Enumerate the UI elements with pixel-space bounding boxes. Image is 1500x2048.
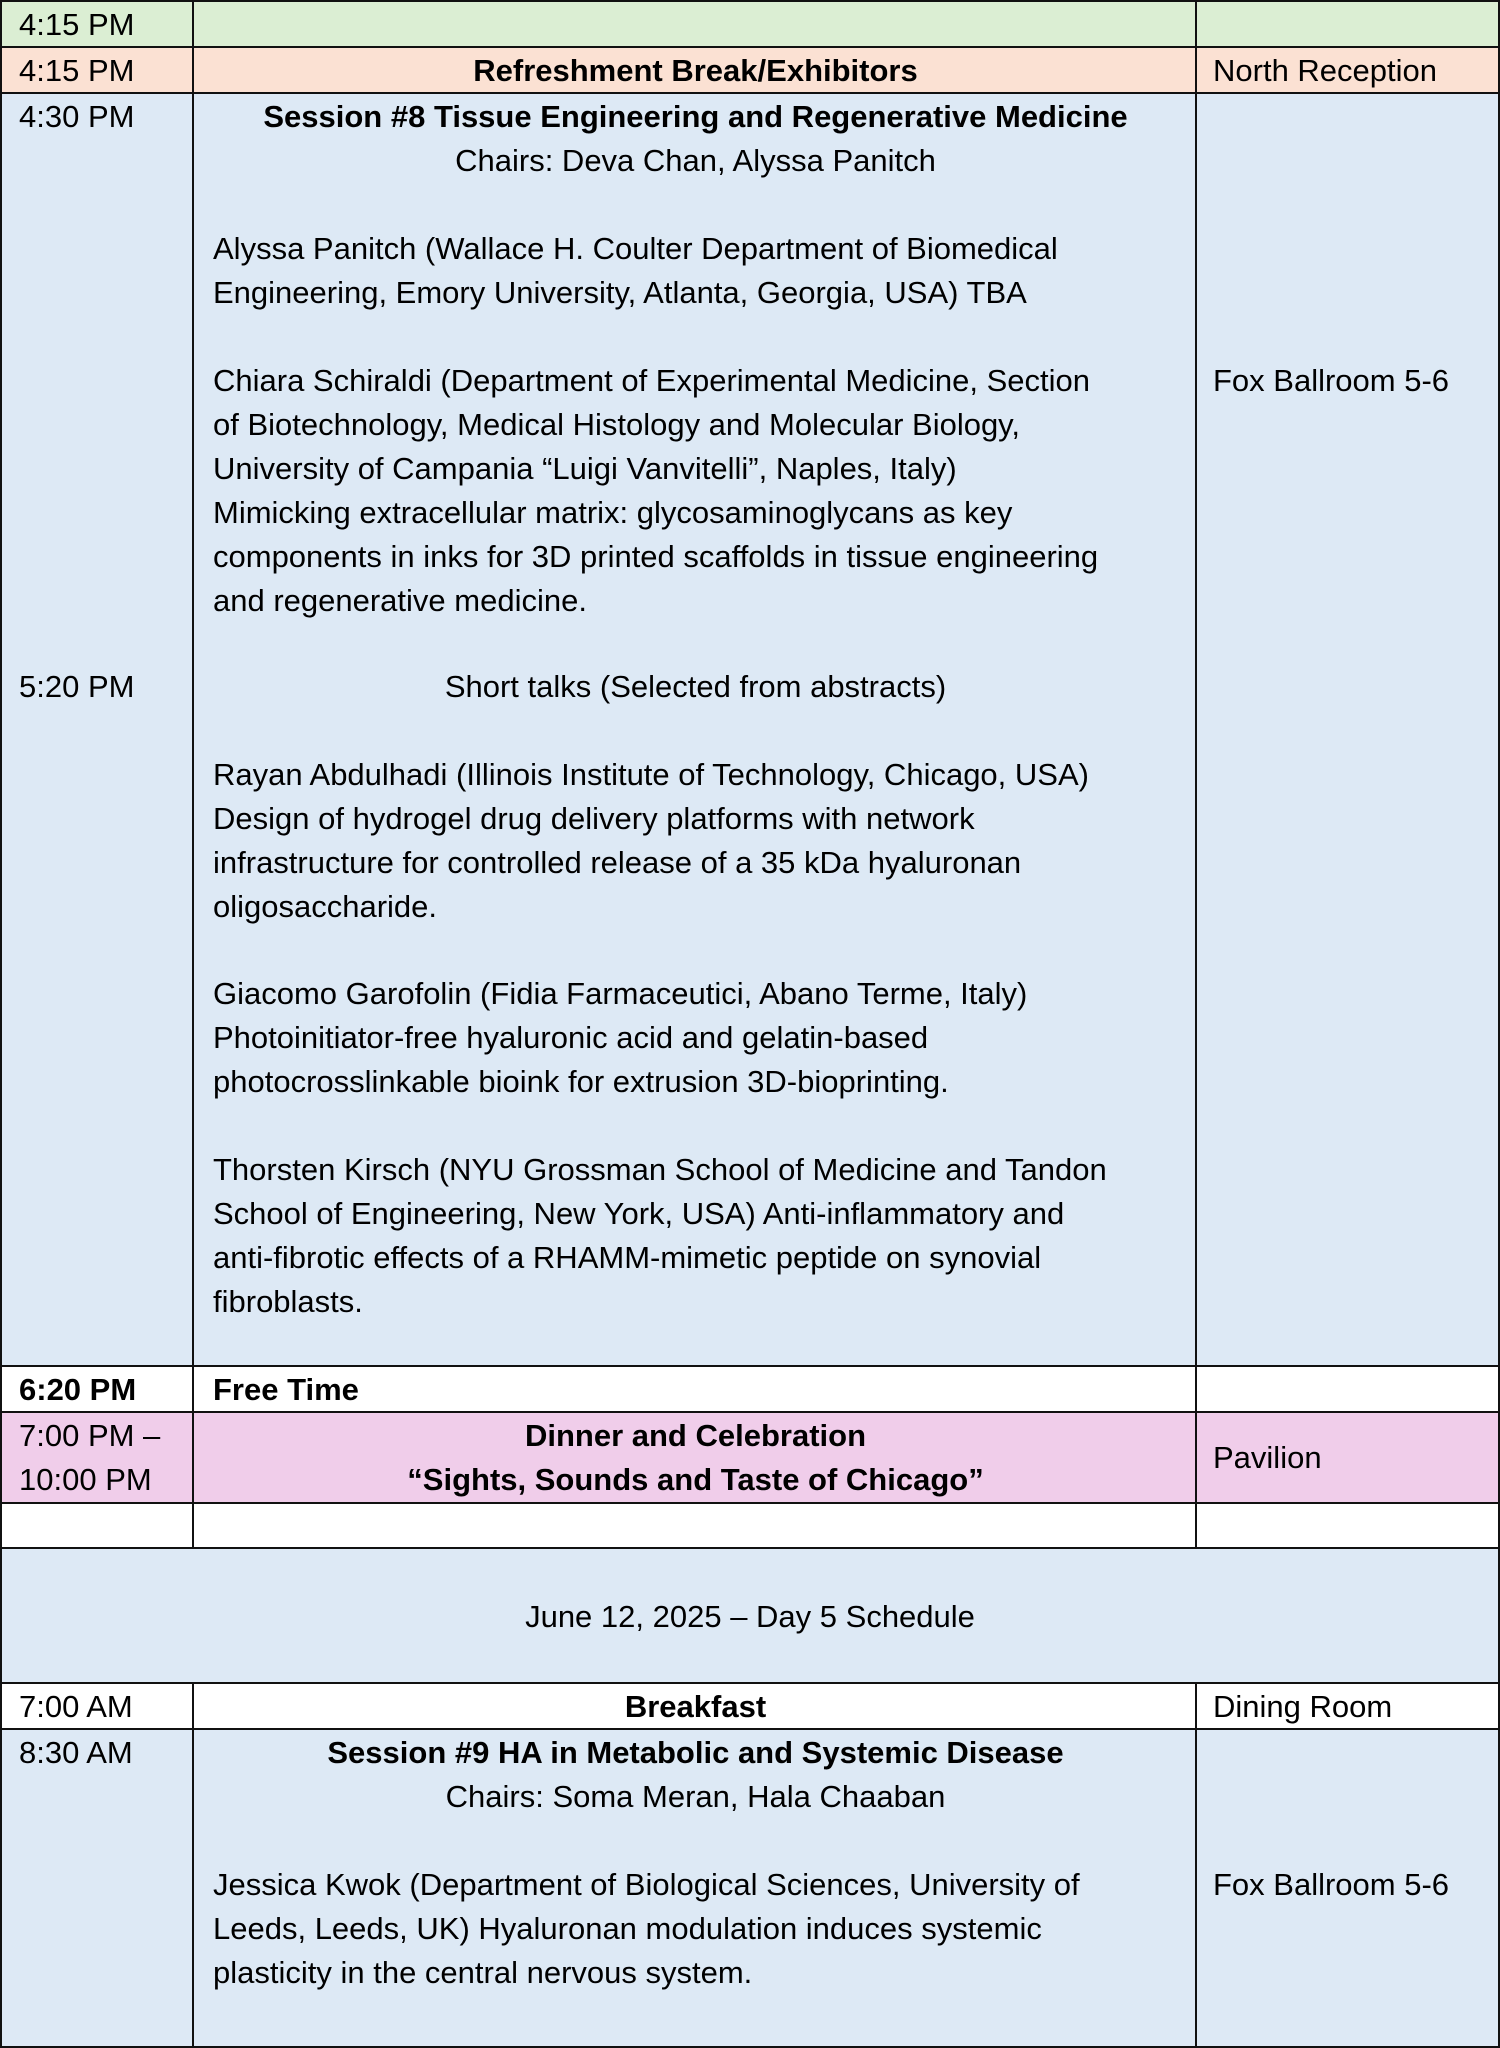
table-row xyxy=(0,0,1500,48)
table-row xyxy=(0,1365,1500,1413)
talk-entry: Jessica Kwok (Department of Biological Sciences, University of Leeds, Leeds, UK) Hyaluronan modulation induces systemic plasticity in the central nervous system. xyxy=(213,1867,1080,1990)
talk-entry: Alyssa Panitch (Wallace H. Coulter Department of Biomedical Engineering, Emory University, Atlanta, Georgia, USA) TBA xyxy=(213,231,1058,310)
session-chairs: Chairs: Deva Chan, Alyssa Panitch xyxy=(455,143,936,178)
session-chairs: Chairs: Soma Meran, Hala Chaaban xyxy=(445,1779,946,1814)
time-cell: 7:00 AM xyxy=(19,1689,133,1724)
time-cell-end: 10:00 PM xyxy=(19,1462,152,1497)
time-cell: 4:15 PM xyxy=(19,53,135,88)
time-cell: 6:20 PM xyxy=(19,1372,137,1407)
day-header-row xyxy=(0,1547,1500,1684)
event-title: Breakfast xyxy=(624,1689,767,1724)
time-cell: 4:30 PM xyxy=(19,99,135,134)
location-cell: Fox Ballroom 5-6 xyxy=(1213,1867,1450,1902)
event-title: Refreshment Break/Exhibitors xyxy=(473,53,918,88)
day-header: June 12, 2025 – Day 5 Schedule xyxy=(525,1599,975,1634)
table-row xyxy=(0,46,1500,94)
session-title: Session #9 HA in Metabolic and Systemic Disease xyxy=(327,1735,1064,1770)
location-cell: Dining Room xyxy=(1213,1689,1393,1724)
talk-entry: Rayan Abdulhadi (Illinois Institute of Technology, Chicago, USA) Design of hydrogel drug delivery platforms with network infrastructure for controlled release of a 35 kDa hyaluronan oligosaccharide. xyxy=(213,757,1089,924)
talk-entry: Giacomo Garofolin (Fidia Farmaceutici, Abano Terme, Italy) Photoinitiator-free hyaluronic acid and gelatin-based photocrosslinkable bioink for extrusion 3D-bioprinting. xyxy=(213,976,1028,1099)
session-row xyxy=(0,1728,1500,2048)
event-title: Dinner and Celebration xyxy=(524,1418,867,1453)
location-cell: Pavilion xyxy=(1213,1440,1322,1475)
event-subtitle: “Sights, Sounds and Taste of Chicago” xyxy=(407,1462,984,1497)
time-cell-start: 7:00 PM – xyxy=(19,1418,161,1453)
short-talks-heading: Short talks (Selected from abstracts) xyxy=(444,669,947,704)
location-cell: Fox Ballroom 5-6 xyxy=(1213,363,1450,398)
talk-entry: Thorsten Kirsch (NYU Grossman School of Medicine and Tandon School of Engineering, New York, USA) Anti-inflammatory and anti-fibrotic effects of a RHAMM-mimetic peptide on synovial fibroblasts. xyxy=(213,1152,1107,1319)
session-row xyxy=(0,92,1500,1367)
time-cell: 8:30 AM xyxy=(19,1735,133,1770)
location-cell xyxy=(1195,1365,1500,1413)
location-cell xyxy=(1195,0,1500,48)
location-cell: North Reception xyxy=(1213,53,1438,88)
time-cell-short-talks: 5:20 PM xyxy=(19,669,135,704)
time-cell: 4:15 PM xyxy=(19,7,135,42)
event-title: Free Time xyxy=(213,1372,359,1407)
event-cell xyxy=(192,0,1197,48)
table-row-empty xyxy=(0,1502,1500,1549)
session-title: Session #8 Tissue Engineering and Regenerative Medicine xyxy=(263,99,1128,134)
talk-entry: Chiara Schiraldi (Department of Experimental Medicine, Section of Biotechnology, Medical Histology and Molecular Biology, University of Campania “Luigi Vanvitelli”, Naples, Italy) Mimicking extracellular matrix: glycosaminoglycans as key components in inks for 3D printed scaffolds in tissue engineering and regenerative medicine. xyxy=(213,363,1099,618)
table-row xyxy=(0,1682,1500,1730)
table-row xyxy=(0,1411,1500,1504)
